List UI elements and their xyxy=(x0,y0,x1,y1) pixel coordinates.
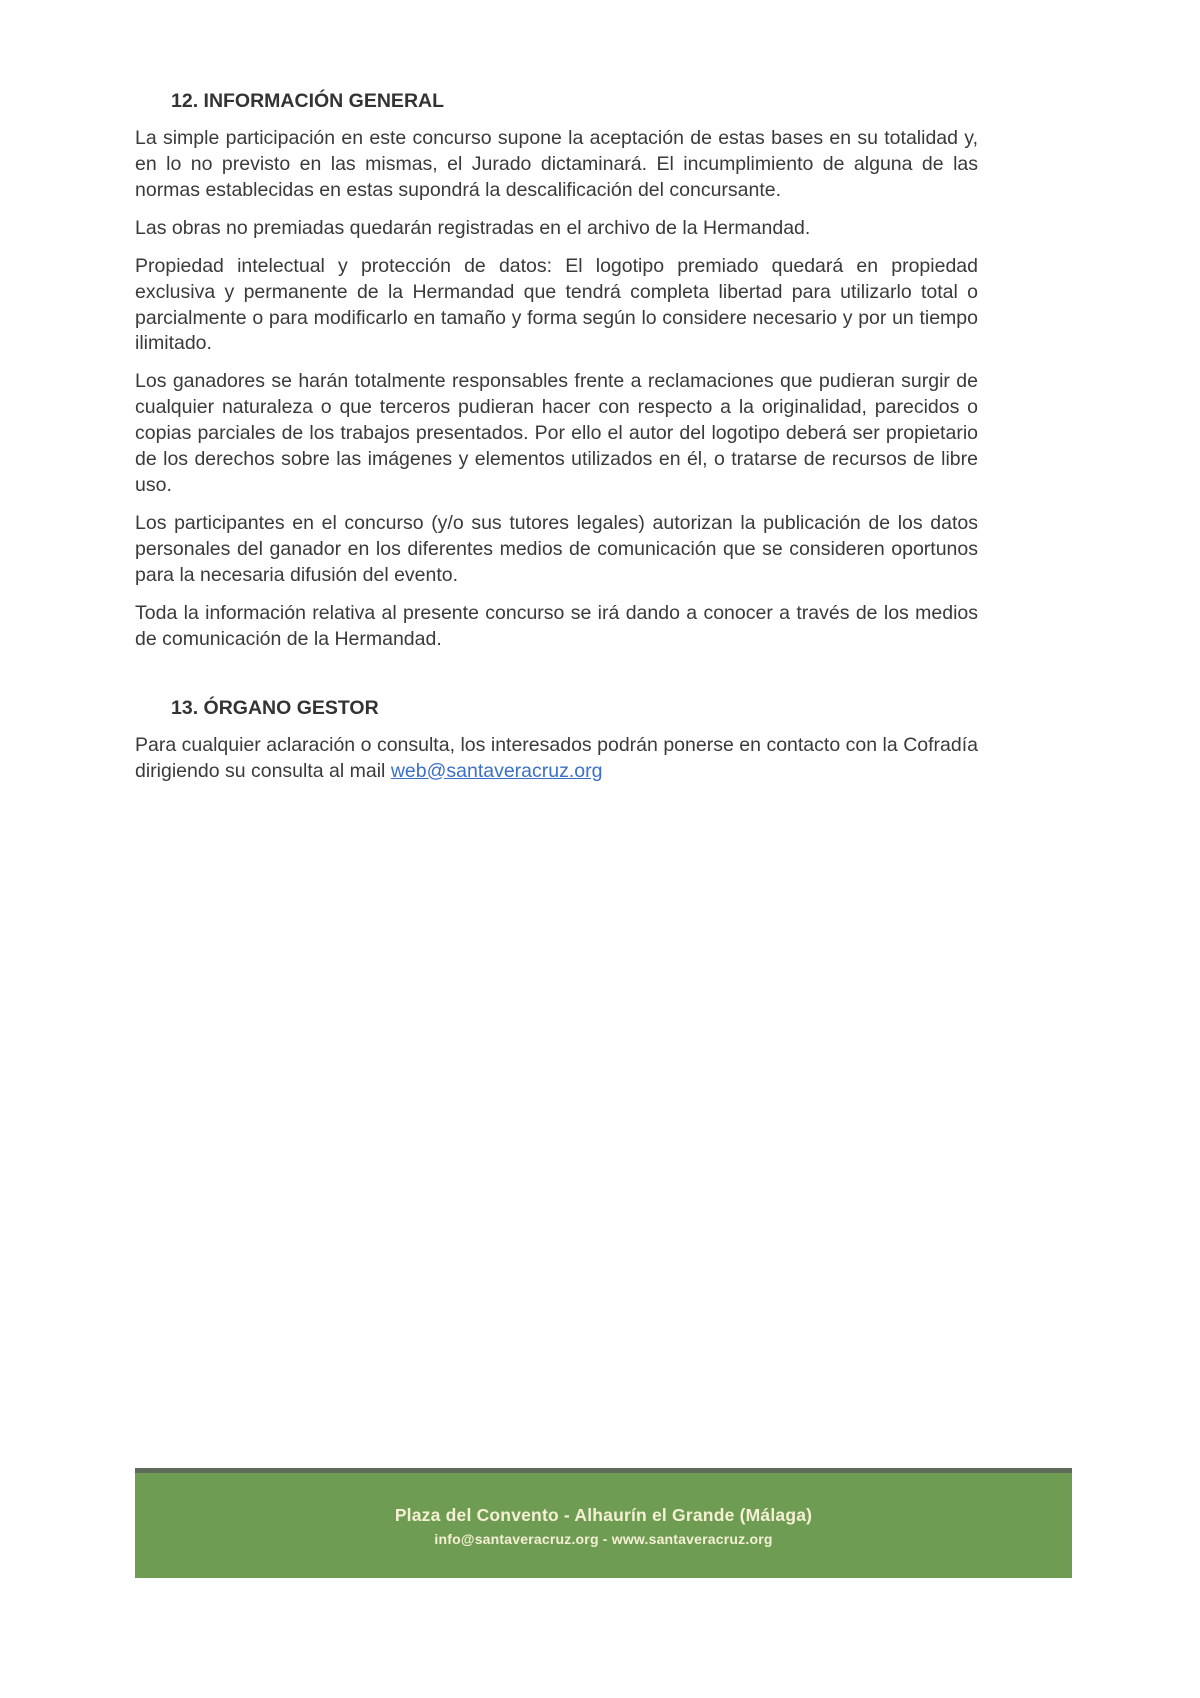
paragraph-propiedad-intelectual: Propiedad intelectual y protección de datos: El logotipo premiado quedará en propiedad exclusiva y permanente de la Hermandad que tendrá completa libertad para utilizarlo total o parcialmente o para modificarlo en tamaño y forma según lo considere necesario y por un tiempo ilimitado. xyxy=(135,254,978,355)
paragraph-obras-no-premiadas: Las obras no premiadas quedarán registradas en el archivo de la Hermandad. xyxy=(135,216,811,239)
paragraph-contacto-text: Para cualquier aclaración o consulta, los interesados podrán ponerse en contacto con la Cofradía dirigiendo su consulta al mail xyxy=(135,733,978,782)
paragraph-responsabilidad-ganadores: Los ganadores se harán totalmente responsables frente a reclamaciones que pudieran surgir de cualquier naturaleza o que terceros pudieran hacer con respecto a la originalidad, parecidos o copias parciales de los trabajos presentados. Por ello el autor del logotipo deberá ser propietario de los derechos sobre las imágenes y elementos utilizados en él, o tratarse de recursos de libre uso. xyxy=(135,370,978,497)
email-link[interactable]: web@santaveracruz.org xyxy=(390,759,603,782)
section-heading-organo-gestor: 13. ÓRGANO GESTOR xyxy=(171,696,379,719)
footer-address: Plaza del Convento - Alhaurín el Grande (Málaga) xyxy=(394,1504,813,1525)
footer-contact-info: info@santaveracruz.org - www.santaveracruz.org xyxy=(434,1530,773,1547)
paragraph-participacion: La simple participación en este concurso supone la aceptación de estas bases en su totalidad y, en lo no previsto en las mismas, el Jurado dictaminará. El incumplimiento de alguna de las normas establecidas en estas supondrá la descalificación del concursante. xyxy=(135,127,978,201)
paragraph-contacto xyxy=(135,733,978,785)
page-footer xyxy=(135,1468,1072,1578)
paragraph-informacion-concurso: Toda la información relativa al presente concurso se irá dando a conocer a través de los medios de comunicación de la Hermandad. xyxy=(135,601,978,650)
document-body xyxy=(135,90,978,796)
section-organo-gestor xyxy=(135,697,978,785)
section-informacion-general xyxy=(135,90,978,653)
section-heading-informacion-general: 12. INFORMACIÓN GENERAL xyxy=(171,90,445,112)
paragraph-publicacion-datos: Los participantes en el concurso (y/o sus tutores legales) autorizan la publicación de los datos personales del ganador en los diferentes medios de comunicación que se consideren oportunos para la necesaria difusión del evento. xyxy=(135,511,978,586)
